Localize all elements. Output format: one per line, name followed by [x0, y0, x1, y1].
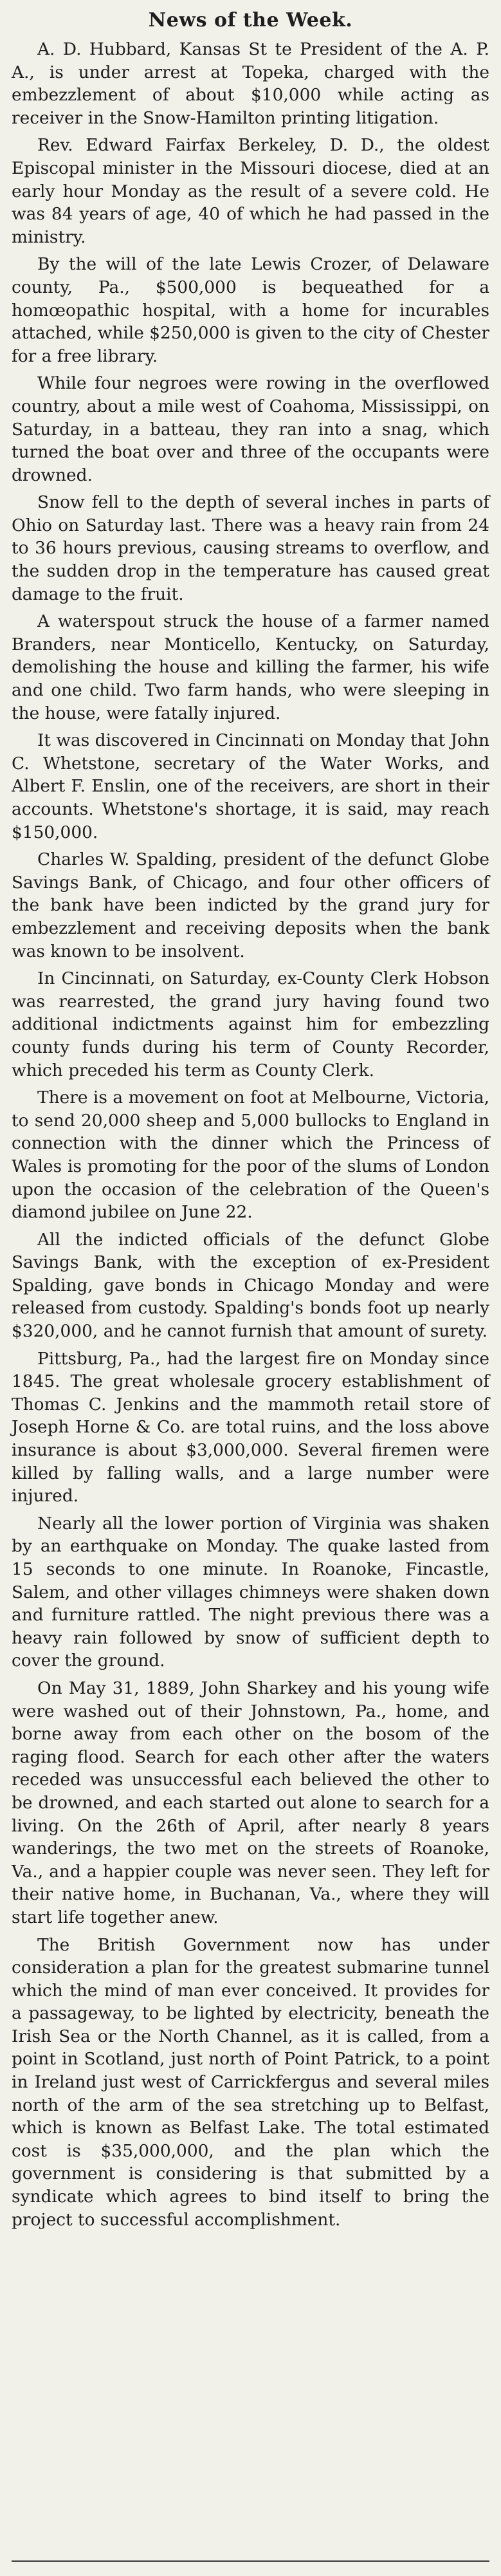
news-item: While four negroes were rowing in the overflowed country, about a mile west of Coahoma, Mississippi, on Saturday, in a batteau, they ran into a snag, which turned the boat over and three of the occupants were drowned. — [12, 373, 489, 485]
news-item: By the will of the late Lewis Crozer, of Delaware county, Pa., $500,000 is bequeathed for a homœopathic hospital, with a home for incurables attached, while $250,000 is given to the city of Chester for a free library. — [12, 254, 489, 366]
news-item: In Cincinnati, on Saturday, ex-County Clerk Hobson was rearrested, the grand jury having found two additional indictments against him for embezzling county funds during his term of County Recorder, which preceded his term as County Clerk. — [12, 968, 489, 1080]
news-item: A waterspout struck the house of a farmer named Branders, near Monticello, Kentucky, on Saturday, demolishing the house and killing the farmer, his wife and one child. Two farm hands, who were sleeping in the house, were fatally injured. — [12, 611, 489, 723]
news-item: A. D. Hubbard, Kansas St te President of the A. P. A., is under arrest at Topeka, charged with the embezzlement of about $10,000 while acting as receiver in the Snow-Hamilton printing litigation. — [12, 39, 489, 128]
news-item: On May 31, 1889, John Sharkey and his young wife were washed out of their Johnstown, Pa., home, and borne away from each other on the bosom of the raging flood. Search for each other after the waters receded was unsuccessful each believed the other to be drowned, and each started out alone to search for a living. On the 26th of April, after nearly 8 years wanderings, the two met on the streets of Roanoke, Va., and a happier couple was never seen. They left for their native home, in Buchanan, Va., where they will start life together anew. — [12, 1678, 489, 1927]
news-column — [12, 38, 489, 2231]
news-item: It was discovered in Cincinnati on Monday that John C. Whetstone, secretary of the Water Works, and Albert F. Enslin, one of the receivers, are short in their accounts. Whetstone's shortage, it is said, may reach $150,000. — [12, 730, 489, 842]
news-item: Pittsburg, Pa., had the largest fire on Monday since 1845. The great wholesale grocery establishment of Thomas C. Jenkins and the mammoth retail store of Joseph Horne & Co. are total ruins, and the loss above insurance is about $3,000,000. Several firemen were killed by falling walls, and a large number were injured. — [12, 1348, 489, 1506]
news-item: Nearly all the lower portion of Virginia was shaken by an earthquake on Monday. The quake lasted from 15 seconds to one minute. In Roanoke, Fincastle, Salem, and other villages chimneys were shaken down and furniture rattled. The night previous there was a heavy rain followed by snow of sufficient depth to cover the ground. — [12, 1513, 489, 1671]
news-item: Charles W. Spalding, president of the defunct Globe Savings Bank, of Chicago, and four other officers of the bank have been indicted by the grand jury for embezzlement and receiving deposits when the bank was known to be insolvent. — [12, 849, 489, 961]
news-item: All the indicted officials of the defunct Globe Savings Bank, with the exception of ex-President Spalding, gave bonds in Chicago Monday and were released from custody. Spalding's bonds foot up nearly $320,000, and he cannot furnish that amount of surety. — [12, 1229, 489, 1342]
news-item: There is a movement on foot at Melbourne, Victoria, to send 20,000 sheep and 5,000 bullocks to England in connection with the dinner which the Princess of Wales is promoting for the poor of the slums of London upon the occasion of the celebration of the Queen's diamond jubilee on June 22. — [12, 1088, 489, 1223]
bottom-rule — [12, 2560, 489, 2562]
column-heading: News of the Week. — [148, 9, 353, 32]
news-item: The British Government now has under consideration a plan for the greatest submarine tunnel which the mind of man ever conceived. It provides for a passageway, to be lighted by electricity, beneath the Irish Sea or the North Channel, as it is called, from a point in Scotland, just north of Point Patrick, to a point in Ireland just west of Carrickfergus and several miles north of the arm of the sea stretching up to Belfast, which is known as Belfast Lake. The total estimated cost is $35,000,000, and the plan which the government is considering is that submitted by a syndicate which agrees to bind itself to bring the project to successful accomplishment. — [12, 1934, 489, 2230]
news-item: Snow fell to the depth of several inches in parts of Ohio on Saturday last. There was a heavy rain from 24 to 36 hours previous, causing streams to overflow, and the sudden drop in the temperature has caused great damage to the fruit. — [12, 492, 489, 604]
news-item: Rev. Edward Fairfax Berkeley, D. D., the oldest Episcopal minister in the Missouri diocese, died at an early hour Monday as the result of a severe cold. He was 84 years of age, 40 of which he had passed in the ministry. — [12, 135, 489, 247]
